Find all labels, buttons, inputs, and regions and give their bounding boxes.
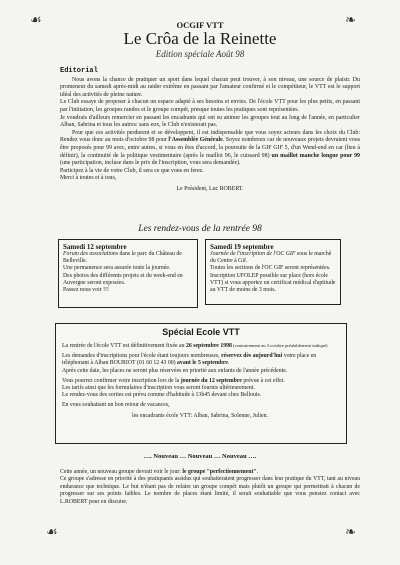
nouveau-paragraph: Ce groupe s'adresse en priorité à des pratiquants assidus qui souhaiteraient progresser dans leur pratique du VTT, tant au niveau endurance que technique. Le but n'étant pas de refaire un groupe compét mais plutôt un groupe qui permettrait à chacun de progresser sur ses points faibles. Le nombre de places étant limité, il serait souhaitable que vous pensiez contact avec L.ROBERT pour en discuter.	[60, 476, 360, 505]
special-ecole-box	[55, 323, 347, 444]
text-run: La rentrée de l'école VTT est définitivement fixée au	[62, 343, 186, 349]
text-run: prévue à cet effet.	[241, 377, 285, 384]
rentree-date: 26 septembre 1998	[185, 343, 232, 349]
editorial-paragraph: Participez à la vie de votre Club, il sera ce que vous en ferez.	[60, 167, 204, 174]
editorial-paragraph: Le Club essaye de proposer à chacun un espace adapté à ses besoins et envies. De l'école VTT pour les plus petits, en passant par l'initiation, les groupes randos et le groupe compét, presque toutes les pratiques sont représentées.	[60, 99, 360, 113]
event-line	[63, 251, 193, 265]
club-name: OCGIF VTT	[176, 20, 224, 30]
special-heading: Spécial Ecole VTT	[162, 327, 240, 337]
event-date: Samedi 19 septembre	[210, 243, 274, 251]
page-title: Le Crôa de la Reinette	[123, 29, 277, 48]
editorial-paragraph: Nous avons la chance de pratiquer un sport dans lequel chacun peut trouver, à son niveau, une source de plaisir. Du promeneur du samedi après-midi au raider extrême en passant par l'amateur confirmé et le compétiteur, le VTT est le support idéal des activités de pleine nature.	[60, 76, 360, 98]
text-run: Cette année, un nouveau groupe devrait voir le jour:	[60, 469, 183, 475]
text-run: .	[256, 469, 259, 475]
event-date: Samedi 12 septembre	[63, 243, 127, 251]
page-subtitle: Edition spéciale Août 98	[155, 49, 245, 59]
event-box-sept-12	[58, 239, 198, 308]
event-line: Passez nous voir !!!	[63, 287, 109, 294]
event-box-sept-19	[205, 239, 341, 305]
forum-label: Forum des associations	[63, 251, 119, 257]
text-run: Après cette date, les places ne seront plus réservées en priorité aux enfants de l'année précédente.	[62, 367, 288, 374]
inscription-label: Journée de l'inscription de l'OC GIF	[210, 251, 296, 257]
text-run: Vous pourrez confirmer votre inscription lors de la	[62, 377, 181, 384]
ornament-left-icon: ☙	[30, 12, 42, 27]
rendezvous-title: Les rendez-vous de la rentrée 98	[138, 224, 262, 234]
text-run: (contrairement au 3 octobre préalablement indiqué)	[231, 343, 328, 348]
editorial-heading: Editorial	[60, 67, 98, 75]
event-line: Une permanence sera assurée toute la journée.	[63, 265, 171, 272]
text-run: Le rendez-vous des sorties est prévu comme d'habitude à 13h45 devant chez Bellouis.	[62, 392, 262, 399]
nouveau-paragraph	[60, 469, 360, 476]
text-run: .	[227, 360, 230, 367]
nouveau-section	[60, 469, 360, 506]
special-paragraph	[62, 342, 340, 350]
editorial-section	[60, 68, 360, 194]
deadline-highlight: avant le 5 septembre	[177, 360, 228, 367]
ornament-right-icon: ❧	[345, 524, 356, 539]
editorial-signature: Le Président, Luc ROBERT.	[176, 185, 244, 192]
reserve-highlight: réservez dès aujourd'hui	[221, 353, 283, 360]
event-line: Inscription UFOLEP possible sur place (hors école VTT) si vous apportez un certificat médical d'aptitude au VTT de moins de 3 mois.	[210, 272, 336, 294]
special-paragraph	[62, 402, 340, 409]
text-run: En vous souhaitant un bon retour de vacances,	[62, 402, 170, 409]
editorial-paragraph: Merci à toutes et à tous,	[60, 175, 117, 182]
event-line: Des photos des différents projets et du week-end en Auvergne seront exposées.	[63, 272, 183, 286]
event-line	[210, 251, 336, 265]
special-signature: les encadrants école VTT: Alban, Sabrina, Solenne, Julien.	[132, 412, 268, 419]
text-run: Les demandes d'inscriptions pour l'école étant toujours nombreuses,	[62, 353, 222, 360]
text-run: (une participation, incluse dans le prix de l'inscription, vous sera demandée).	[60, 160, 241, 167]
text-run: dans le parc du Château de Belleville.	[63, 251, 182, 265]
special-paragraph	[62, 353, 340, 375]
special-paragraph	[62, 378, 340, 400]
jersey-highlight: un maillot manche longue pour 99	[271, 152, 360, 159]
ornament-left-icon: ☙	[46, 524, 58, 539]
editorial-paragraph: Je voudrais d'ailleurs remercier en passant les encadrants qui ont su animer les groupes tout au long de l'année, en particulier Alban, Sabrina et tous les autres: sans eux, le Club n'existerait pas.	[60, 114, 360, 129]
perfectionnement-highlight: le groupe "perfectionnement"	[182, 469, 257, 475]
ornament-right-icon: ❧	[345, 12, 356, 27]
event-line: Toutes les sections de l'OC GIF seront représentées.	[210, 265, 331, 272]
text-run: Les tarifs ainsi que les formulaires d'inscription vous seront fournis ultérieurement.	[62, 385, 255, 392]
nouveau-title: …. Nouveau … Nouveau … Nouveau ….	[143, 453, 257, 460]
confirm-date-highlight: journée du 12 septembre	[180, 377, 242, 384]
text-run: . Soyez nombreux car de nouveaux projets devraient vous être proposés pour 99 avec, entre autres, si vous en êtes d'accord, la poursuite de la GIF GIF 5, d'un Wend-end en car (lieu à définir), la continuité de la politique vestimentaire (après le maillot 96, le cuissard 98)	[60, 137, 360, 159]
text-run: sous le marché du Centre à Gif.	[210, 251, 332, 265]
editorial-paragraph	[60, 130, 360, 168]
assembly-highlight: l'Assemblée Générale	[168, 137, 223, 144]
text-run: votre place en téléphonant à Alban BOURIOT (01 60 12 43 00)	[62, 353, 317, 367]
text-run: Pour que ces activités perdurent et se développent, il est indispensable que vous soyez acteurs dans les choix du Club: Rendez vous donc au mois d'octobre 98 pour	[60, 129, 360, 144]
